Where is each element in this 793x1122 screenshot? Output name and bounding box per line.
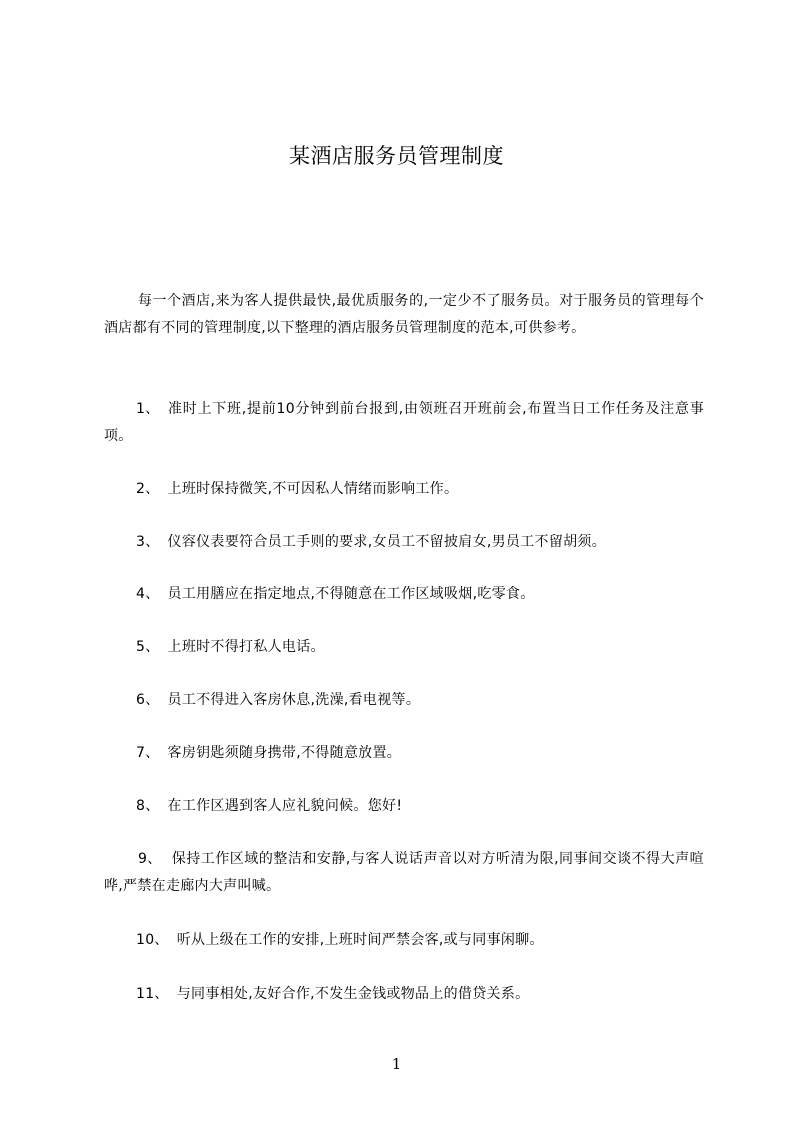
item-number: 6、 [136,692,160,708]
list-item [104,476,704,503]
list-item [104,927,704,954]
page-number: 1 [391,1055,402,1073]
item-text: 客房钥匙须随身携带,不得随意放置。 [167,745,402,761]
item-text: 与同事相处,友好合作,不发生金钱或物品上的借贷关系。 [176,986,530,1002]
list-item [104,846,704,899]
item-number: 3、 [136,534,160,550]
item-text: 上班时保持微笑,不可因私人情绪而影响工作。 [167,481,459,497]
item-text: 员工用膳应在指定地点,不得随意在工作区域吸烟,吃零食。 [167,586,535,602]
item-number: 2、 [136,481,160,497]
list-item [104,581,704,608]
item-number: 10、 [136,932,169,948]
list-item [104,687,704,714]
document-title: 某酒店服务员管理制度 [289,144,504,168]
item-number: 9、 [138,851,162,867]
list-item [104,981,704,1008]
item-text: 准时上下班,提前10分钟到前台报到,由领班召开班前会,布置当日工作任务及注意事项。 [104,401,704,444]
list-item [104,634,704,661]
item-number: 11、 [136,986,169,1002]
item-text: 上班时不得打私人电话。 [167,639,325,655]
list-item [104,396,704,449]
item-text: 仪容仪表要符合员工手则的要求,女员工不留披肩女,男员工不留胡须。 [167,534,607,550]
item-number: 4、 [136,586,160,602]
list-item [104,740,704,767]
list-item [104,529,704,556]
intro-paragraph: 每一个酒店,来为客人提供最快,最优质服务的,一定少不了服务员。对于服务员的管理每个酒店都有不同的管理制度,以下整理的酒店服务员管理制度的范本,可供参考。 [104,293,704,336]
item-number: 8、 [136,798,160,814]
item-number: 5、 [136,639,160,655]
list-item [104,793,704,820]
item-text: 在工作区遇到客人应礼貌问候。您好! [167,798,403,814]
item-text: 听从上级在工作的安排,上班时间严禁会客,或与同事闲聊。 [176,932,544,948]
item-number: 1、 [136,401,160,417]
item-text: 保持工作区域的整洁和安静,与客人说话声音以对方听清为限,同事间交谈不得大声喧哗,严禁在走廊内大声叫喊。 [104,851,704,894]
item-number: 7、 [136,745,160,761]
item-text: 员工不得进入客房休息,洗澡,看电视等。 [167,692,421,708]
